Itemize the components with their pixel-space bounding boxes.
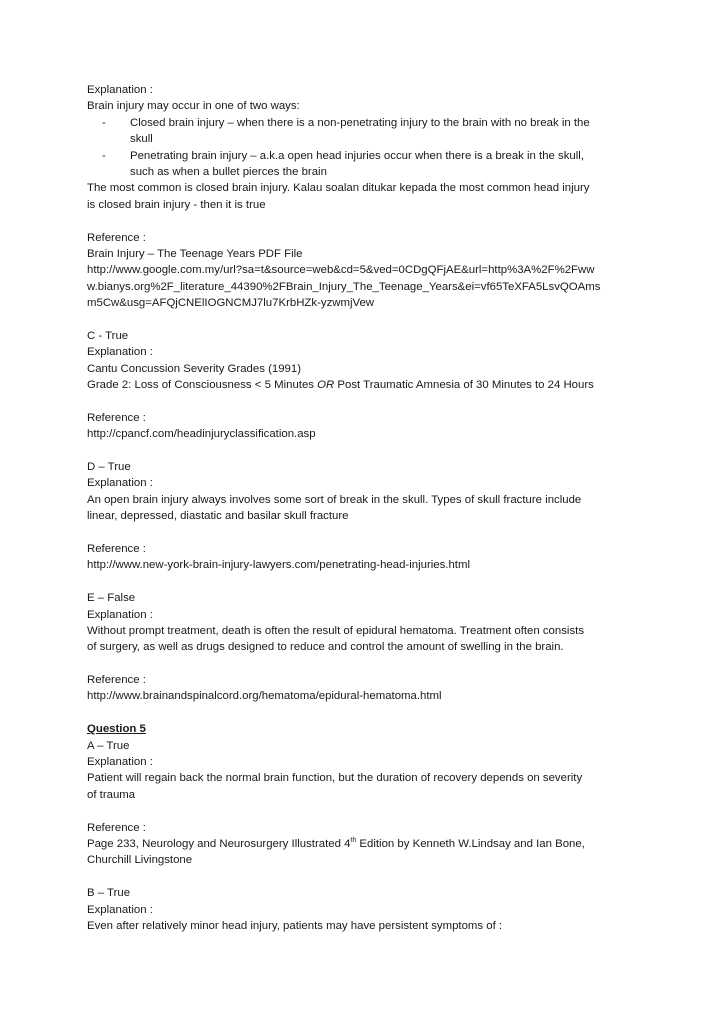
list-item	[87, 115, 687, 131]
reference-label: Reference :	[87, 231, 146, 244]
explanation-label: Explanation :	[87, 84, 153, 96]
reference-url: http://www.new-york-brain-injury-lawyers.com/penetrating-head-injuries.html	[87, 559, 470, 572]
paragraph-line: Without prompt treatment, death is often the result of epidural hematoma. Treatment often consists	[87, 624, 585, 637]
paragraph-line: Even after relatively minor head injury, patients may have persistent symptoms of :	[87, 919, 503, 932]
explanation-label: Explanation :	[87, 903, 153, 916]
paragraph-line: Patient will regain back the normal brain function, but the duration of recovery depends on severity	[87, 772, 583, 785]
reference-url: w.bianys.org%2F_literature_44390%2FBrain_Injury_The_Teenage_Years&ei=vf65TeXFA5LsvQOAms	[87, 280, 601, 293]
reference-url: http://cpancf.com/headinjuryclassification.asp	[87, 428, 316, 441]
reference-title: Brain Injury – The Teenage Years PDF File	[87, 247, 303, 260]
answer-heading-d: D – True	[87, 460, 131, 473]
bullet-continuation: skull	[130, 133, 153, 146]
question-heading: Question 5	[87, 723, 146, 736]
reference-label: Reference :	[87, 542, 146, 555]
reference-url: http://www.brainandspinalcord.org/hematoma/epidural-hematoma.html	[87, 690, 442, 703]
reference-label: Reference :	[87, 411, 146, 424]
explanation-label: Explanation :	[87, 477, 153, 490]
bullet-dash: -	[102, 116, 106, 129]
reference-label: Reference :	[87, 674, 146, 687]
bullet-continuation: such as when a bullet pierces the brain	[130, 165, 327, 178]
reference-url: m5Cw&usg=AFQjCNElIOGNCMJ7lu7KrbHZk-yzwmjVew	[87, 297, 375, 310]
reference-citation: Churchill Livingstone	[87, 854, 193, 867]
document-page	[87, 82, 687, 934]
explanation-label: Explanation :	[87, 756, 153, 769]
answer-heading-c: C - True	[87, 329, 129, 342]
explanation-label: Explanation :	[87, 608, 153, 621]
reference-url: http://www.google.com.my/url?sa=t&source=web&cd=5&ved=0CDgQFjAE&url=http%3A%2F%2Fww	[87, 264, 595, 277]
bullet-dash: -	[102, 149, 106, 162]
emphasis-or: OR	[317, 379, 335, 392]
paragraph-line: of surgery, as well as drugs designed to reduce and control the amount of swelling in the brain.	[87, 641, 564, 654]
paragraph-line: The most common is closed brain injury. Kalau soalan ditukar kepada the most common head injury	[87, 182, 590, 195]
paragraph-line: Grade 2: Loss of Consciousness < 5 Minutes OR Post Traumatic Amnesia of 30 Minutes to 24 Hours	[87, 379, 594, 392]
reference-citation: Page 233, Neurology and Neurosurgery Illustrated 4th Edition by Kenneth W.Lindsay and Ian Bone,	[87, 836, 585, 850]
superscript: th	[350, 836, 357, 844]
answer-heading-a: A – True	[87, 739, 130, 752]
answer-heading-b: B – True	[87, 887, 131, 900]
paragraph-line: An open brain injury always involves some sort of break in the skull. Types of skull fracture include	[87, 493, 582, 506]
paragraph-line: linear, depressed, diastatic and basilar skull fracture	[87, 510, 349, 523]
list-item	[87, 148, 687, 164]
explanation-label: Explanation :	[87, 346, 153, 359]
paragraph-line: of trauma	[87, 788, 136, 801]
paragraph-line: Cantu Concussion Severity Grades (1991)	[87, 362, 301, 375]
explanation-intro: Brain injury may occur in one of two ways:	[87, 100, 300, 113]
bullet-text: Penetrating brain injury – a.k.a open head injuries occur when there is a break in the skull,	[130, 149, 584, 162]
bullet-text: Closed brain injury – when there is a non-penetrating injury to the brain with no break in the	[130, 116, 590, 129]
paragraph-line: is closed brain injury - then it is true	[87, 198, 266, 211]
answer-heading-e: E – False	[87, 592, 136, 605]
reference-label: Reference :	[87, 821, 146, 834]
